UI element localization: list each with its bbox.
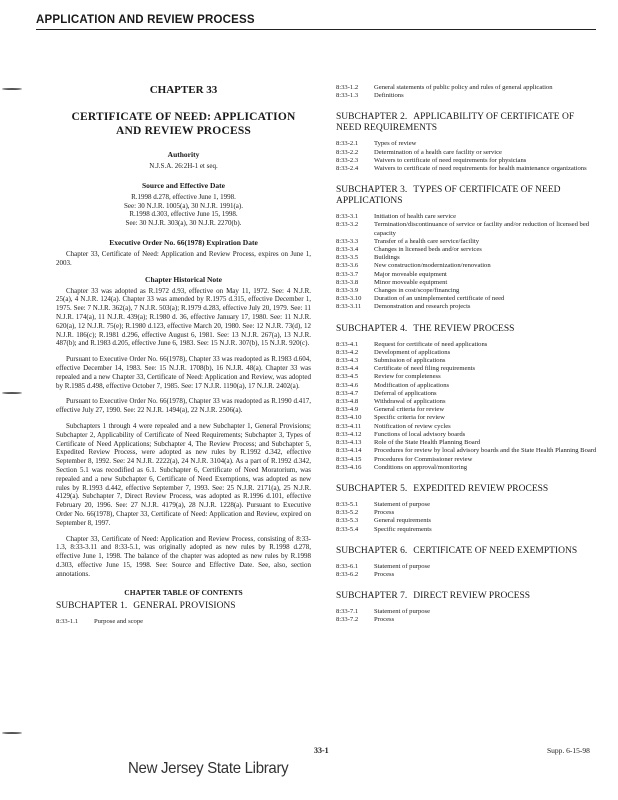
toc-entry bbox=[336, 357, 598, 365]
toc-entry bbox=[336, 92, 598, 100]
section-number: 8:33-7.2 bbox=[336, 616, 359, 624]
section-title: Review for completeness bbox=[374, 373, 441, 381]
section-number: 8:33-7.1 bbox=[336, 608, 359, 616]
subchapter-heading: SUBCHAPTER 3. TYPES OF CERTIFICATE OF NEED APPLICATIONS bbox=[336, 185, 561, 207]
section-title: General criteria for review bbox=[374, 406, 445, 414]
toc-entry bbox=[336, 464, 598, 472]
section-number: 8:33-4.11 bbox=[336, 422, 362, 430]
section-number: 8:33-4.4 bbox=[336, 365, 359, 373]
section-number: 8:33-4.12 bbox=[336, 430, 362, 438]
section-number: 8:33-1.3 bbox=[336, 92, 359, 100]
section-title: Statement of purpose bbox=[374, 562, 431, 570]
toc-entry bbox=[336, 390, 598, 398]
section-title: General statements of public policy and rules of general application bbox=[374, 84, 553, 91]
section-number: 8:33-4.1 bbox=[336, 340, 359, 348]
section-title: Withdrawal of applications bbox=[374, 398, 446, 406]
toc-entry bbox=[336, 501, 598, 509]
toc-entry bbox=[336, 341, 598, 349]
subchapter-heading: SUBCHAPTER 4. THE REVIEW PROCESS bbox=[336, 323, 515, 334]
historical-note-paragraph: Pursuant to Executive Order No. 66(1978), Chapter 33 was readopted as R.1990 d.417, effective July 27, 1990. See: 22 N.J.R. 1494(a), 22 N.J.R. 2506(a). bbox=[56, 397, 311, 415]
section-title: Deferral of applications bbox=[374, 389, 437, 397]
section-title: New construction/modernization/renovation bbox=[374, 262, 491, 270]
section-number: 8:33-4.15 bbox=[336, 455, 362, 463]
toc-entry bbox=[336, 526, 598, 534]
toc-entry bbox=[336, 221, 598, 237]
toc-entry bbox=[336, 571, 598, 579]
subchapter-heading: SUBCHAPTER 2. APPLICABILITY OF CERTIFICATE OF NEED REQUIREMENTS bbox=[336, 112, 575, 134]
section-number: 8:33-5.3 bbox=[336, 517, 359, 525]
toc-entry bbox=[336, 213, 598, 221]
section-title: Specific criteria for review bbox=[374, 414, 445, 422]
toc-entry bbox=[336, 157, 598, 165]
subchapter-heading: SUBCHAPTER 7. DIRECT REVIEW PROCESS bbox=[336, 591, 531, 602]
toc-entry bbox=[336, 431, 598, 439]
section-title: General requirements bbox=[374, 517, 431, 525]
section-number: 8:33-4.3 bbox=[336, 357, 359, 365]
section-number: 8:33-4.13 bbox=[336, 439, 362, 447]
margin-mark bbox=[2, 732, 22, 736]
section-number: 8:33-2.1 bbox=[336, 140, 359, 148]
section-number: 8:33-3.8 bbox=[336, 278, 359, 286]
section-number: 8:33-3.4 bbox=[336, 246, 359, 254]
authority-text: N.J.S.A. 26:2H-1 et seq. bbox=[149, 162, 218, 170]
toc-entry bbox=[336, 140, 598, 148]
toc-entry bbox=[336, 398, 598, 406]
toc-entry bbox=[336, 509, 598, 517]
toc-entry bbox=[336, 303, 598, 311]
section-title: Determination of a health care facility or service bbox=[374, 148, 502, 156]
section-title: Waivers to certificate of need requirements for physicians bbox=[374, 156, 527, 164]
toc-entry bbox=[336, 447, 598, 455]
section-number: 8:33-4.10 bbox=[336, 414, 362, 422]
toc-list bbox=[336, 213, 598, 311]
toc-entry bbox=[336, 365, 598, 373]
toc-list bbox=[336, 608, 598, 624]
historical-note-paragraph: Chapter 33 was adopted as R.1972 d.93, effective on May 11, 1972. See: 4 N.J.R. 25(a), 4 N.J.R. 124(a). Chapter 33 was amended by R.1975 d.315, effective December 1, 1975. See: 7 N.J.R. 362(a), 7 N.J.R. 503(a); R.1979 d.283, effective July 20, 1979. See: 11 N.J.R. 174(a), 11 N.J.R. 439(a); R.1980 d. 36, effective January 17, 1980. See: 11 N.J.R. 620(a), 12 N.J.R. 75(e); R.1980 d.123, effective March 20, 1980. See: 12 N.J.R. 73(d), 12 N.J.R. 186(c); R.1981 d.296, effective August 6, 1981. See: 13 N.J.R. 267(a), 13 N.J.R. 487(b); and R.1983 d.205, effective June 6, 1983. See: 15 N.J.R. 307(b), 15 N.J.R. 920(c). bbox=[56, 286, 311, 348]
section-title: Process bbox=[374, 509, 395, 517]
margin-mark bbox=[2, 88, 22, 92]
section-title: Specific requirements bbox=[374, 525, 432, 533]
section-title: Changes in cost/scope/financing bbox=[374, 287, 460, 295]
toc-entry bbox=[336, 563, 598, 571]
section-title: Conditions on approval/monitoring bbox=[374, 463, 468, 471]
section-number: 8:33-5.1 bbox=[336, 500, 359, 508]
section-title: Certificate of need filing requirements bbox=[374, 365, 476, 373]
section-title: Termination/discontinuance of service or facility and/or reduction of licensed bed capacity bbox=[374, 221, 590, 237]
authority-heading: Authority bbox=[167, 150, 200, 159]
toc-entry bbox=[336, 287, 598, 295]
section-title: Functions of local advisory boards bbox=[374, 430, 466, 438]
toc-list bbox=[56, 618, 311, 626]
section-title: Types of review bbox=[374, 140, 417, 148]
section-number: 8:33-3.6 bbox=[336, 262, 359, 270]
section-title: Major moveable equipment bbox=[374, 270, 447, 278]
section-number: 8:33-6.2 bbox=[336, 570, 359, 578]
section-number: 8:33-1.2 bbox=[336, 84, 359, 91]
section-number: 8:33-3.11 bbox=[336, 303, 362, 311]
toc-entry bbox=[336, 262, 598, 270]
toc-entry bbox=[336, 608, 598, 616]
section-title: Purpose and scope bbox=[94, 618, 144, 626]
subchapter-heading: SUBCHAPTER 5. EXPEDITED REVIEW PROCESS bbox=[336, 483, 549, 494]
toc-entry bbox=[336, 149, 598, 157]
section-number: 8:33-2.4 bbox=[336, 165, 359, 173]
historical-note-paragraph: Chapter 33, Certificate of Need: Application and Review Process, consisting of 8:33-1.3, 8:33-3.11 and 8:33-5.1, was originally adopted as new rules by R.1998 d.278, effective June 1, 1998. The balance of the chapter was adopted as new rules by R.1998 d.303, effective June 15, 1998. See: Source and Effective Date. See, also, section annotations. bbox=[56, 534, 311, 578]
toc-entry bbox=[56, 618, 311, 626]
section-number: 8:33-3.9 bbox=[336, 287, 359, 295]
section-number: 8:33-2.3 bbox=[336, 156, 359, 164]
section-title: Notification of review cycles bbox=[374, 422, 451, 430]
section-number: 8:33-3.2 bbox=[336, 221, 359, 229]
section-title: Modification of applications bbox=[374, 381, 450, 389]
toc-entry bbox=[336, 517, 598, 525]
section-number: 8:33-5.2 bbox=[336, 509, 359, 517]
supplement-date: Supp. 6-15-98 bbox=[547, 746, 590, 755]
source-lines: R.1998 d.278, effective June 1, 1998. See: 30 N.J.R. 1005(a), 30 N.J.R. 1991(a). R.1998 d.303, effective June 15, 1998. See: 30 N.J.R. 303(a), 30 N.J.R. 2270(b). bbox=[124, 192, 243, 228]
toc-entry bbox=[336, 254, 598, 262]
section-title: Minor moveable equipment bbox=[374, 278, 448, 286]
toc-list bbox=[336, 341, 598, 472]
section-number: 8:33-1.1 bbox=[56, 618, 79, 626]
section-number: 8:33-4.6 bbox=[336, 381, 359, 389]
section-number: 8:33-4.14 bbox=[336, 447, 362, 455]
toc-entry bbox=[336, 246, 598, 254]
toc-entry bbox=[336, 271, 598, 279]
section-number: 8:33-3.10 bbox=[336, 295, 362, 303]
section-title: Procedures for Commissioner review bbox=[374, 455, 473, 463]
section-number: 8:33-4.5 bbox=[336, 373, 359, 381]
toc-entry bbox=[336, 382, 598, 390]
section-number: 8:33-4.8 bbox=[336, 398, 359, 406]
toc-entry bbox=[336, 295, 598, 303]
section-title: Development of applications bbox=[374, 348, 451, 356]
section-number: 8:33-2.2 bbox=[336, 148, 359, 156]
section-number: 8:33-4.7 bbox=[336, 389, 359, 397]
section-title: Statement of purpose bbox=[374, 608, 431, 616]
section-number: 8:33-5.4 bbox=[336, 525, 359, 533]
margin-mark bbox=[2, 392, 22, 396]
toc-entry bbox=[336, 439, 598, 447]
toc-entry bbox=[336, 423, 598, 431]
section-title: Procedures for review by local advisory boards and the State Health Planning Board bbox=[374, 447, 597, 455]
historical-note-paragraph: Subchapters 1 through 4 were repealed and a new Subchapter 1, General Provisions; Subchapter 2, Applicability of Certificate of Need Requirements; Subchapter 3, Types of Certificate of Need Applications; Subchapter 4, The Review Process; and Subchapter 5, Expedited Review Process, were adopted as new rules by R.1992 d.342, effective September 8, 1992. See: 24 N.J.R. 2222(a), 24 N.J.R. 3104(a). As a part of R.1992 d.342, Section 5.1 was recodified as 6.1. Subchapter 6, Certificate of Need Moratorium, was repealed and a new Subchapter 6, Certificate of Need Exemptions, was adopted as new rules by R.1993 d.442, effective September 7, 1993. See: 25 N.J.R. 2171(a), 25 N.J.R. 4129(a). Subchapter 7, Direct Review Process, was adopted as R.1996 d.101, effective February 20, 1996. See: 27 N.J.R. 4179(a), 28 N.J.R. 1228(a). Pursuant to Executive Order No. 66(1978), Chapter 33, Certificate of Need: Application and Review, expired on September 8, 1997. bbox=[56, 421, 311, 527]
right-column bbox=[336, 84, 598, 625]
running-header: APPLICATION AND REVIEW PROCESS bbox=[36, 14, 596, 30]
section-title: Submission of applications bbox=[374, 357, 446, 365]
subchapter-heading: SUBCHAPTER 1. GENERAL PROVISIONS bbox=[56, 601, 236, 612]
subchapter-heading: SUBCHAPTER 6. CERTIFICATE OF NEED EXEMPTIONS bbox=[336, 545, 578, 556]
section-title: Request for certificate of need applications bbox=[374, 340, 488, 348]
toc-list bbox=[336, 140, 598, 173]
section-title: Changes in licensed beds and/or services bbox=[374, 246, 482, 254]
section-number: 8:33-3.7 bbox=[336, 270, 359, 278]
section-number: 8:33-4.16 bbox=[336, 463, 362, 471]
toc-entry bbox=[336, 279, 598, 287]
toc-heading: CHAPTER TABLE OF CONTENTS bbox=[124, 588, 243, 598]
section-title: Waivers to certificate of need requirements for health maintenance organizations bbox=[374, 165, 587, 173]
section-title: Statement of purpose bbox=[374, 500, 431, 508]
section-title: Buildings bbox=[374, 254, 400, 262]
section-title: Initiation of health care service bbox=[374, 213, 457, 221]
source-heading: Source and Effective Date bbox=[142, 180, 225, 190]
toc-list bbox=[336, 501, 598, 534]
historical-note-paragraph: Pursuant to Executive Order No. 66(1978), Chapter 33 was readopted as R.1983 d.604, effective December 14, 1983. See: 15 N.J.R. 1708(b), 16 N.J.R. 48(a). Chapter 33 was repealed and a new Chapter 33, Certificate of Need: Application and Review, was adopted by R.1985 d.498, effective October 7, 1985. See: 17 N.J.R. 1190(a), 17 N.J.R. 2402(a). bbox=[56, 355, 311, 390]
section-title: Process bbox=[374, 616, 395, 624]
left-column bbox=[56, 84, 311, 627]
section-number: 8:33-3.5 bbox=[336, 254, 359, 262]
page-number: 33-1 bbox=[314, 746, 329, 755]
section-title: Transfer of a health care service/facility bbox=[374, 237, 480, 245]
section-title: Demonstration and research projects bbox=[374, 303, 471, 311]
toc-entry bbox=[336, 165, 598, 173]
section-number: 8:33-6.1 bbox=[336, 562, 359, 570]
toc-entry bbox=[336, 238, 598, 246]
chapter-title: CERTIFICATE OF NEED: APPLICATION AND REVIEW PROCESS bbox=[71, 111, 296, 137]
toc-entry bbox=[336, 616, 598, 624]
section-number: 8:33-4.2 bbox=[336, 348, 359, 356]
toc-entry bbox=[336, 84, 598, 92]
toc-list bbox=[336, 84, 598, 100]
historical-note-heading: Chapter Historical Note bbox=[145, 274, 222, 284]
toc-entry bbox=[336, 414, 598, 422]
library-stamp: New Jersey State Library bbox=[128, 759, 289, 778]
section-title: Definitions bbox=[374, 92, 404, 100]
section-number: 8:33-3.3 bbox=[336, 237, 359, 245]
toc-list bbox=[336, 563, 598, 579]
section-number: 8:33-4.9 bbox=[336, 406, 359, 414]
section-number: 8:33-3.1 bbox=[336, 213, 359, 221]
executive-order-text: Chapter 33, Certificate of Need: Application and Review Process, expires on June 1, 2003. bbox=[56, 249, 311, 267]
chapter-number: CHAPTER 33 bbox=[149, 84, 218, 96]
section-title: Role of the State Health Planning Board bbox=[374, 439, 481, 447]
toc-entry bbox=[336, 349, 598, 357]
toc-entry bbox=[336, 406, 598, 414]
executive-order-heading: Executive Order No. 66(1978) Expiration Date bbox=[109, 237, 258, 247]
toc-entry bbox=[336, 373, 598, 381]
section-title: Process bbox=[374, 570, 395, 578]
toc-entry bbox=[336, 456, 598, 464]
section-title: Duration of an unimplemented certificate of need bbox=[374, 295, 505, 303]
